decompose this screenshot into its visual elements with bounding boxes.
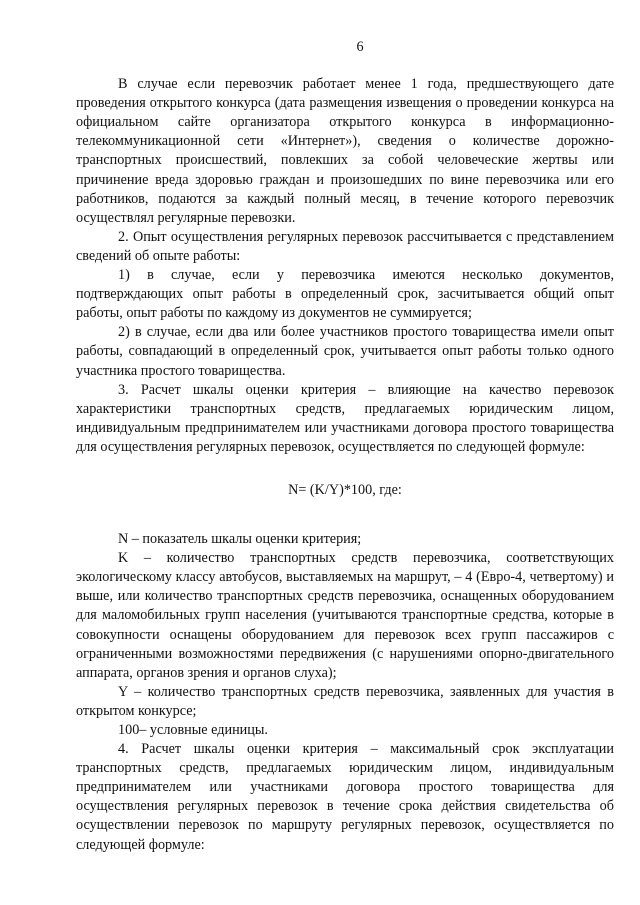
list-item: 2) в случае, если два или более участников простого товарищества имели опыт работы, совпадающий в определенный срок, учитывается опыт работы только одного участника простого товарищества. bbox=[76, 324, 614, 379]
page-number: 6 bbox=[356, 39, 364, 55]
definition: 100– условные единицы. bbox=[118, 722, 268, 738]
paragraph: В случае если перевозчик работает менее 1 года, предшествующего дате проведения открытого конкурса (дата размещения извещения о проведении конкурса на официальном сайте организатора открытого конкурса в информационно-телекоммуникационной сети «Интернет»), сведения о количестве дорожно-транспортных происшествий, повлекших за собой человеческие жертвы или причинение вреда здоровью граждан и произошедших по вине перевозчика или его работников, подаются за каждый полный месяц, в течение которого перевозчик осуществлял регулярные перевозки. bbox=[76, 76, 614, 226]
formula: N= (K/Y)*100, где: bbox=[288, 481, 402, 498]
definition: N – показатель шкалы оценки критерия; bbox=[118, 531, 362, 548]
definition: K – количество транспортных средств перевозчика, соответствующих экологическому классу автобусов, выставляемых на маршрут, – 4 (Евро-4, четвертому) и выше, или количество транспортных средств перевозчика, оснащенных оборудованием для маломобильных групп населения (учитываются транспортные средства, которые в совокупности оснащены оборудованием для перевозок всех групп пассажиров с ограниченными возможностями передвижения (с нарушениями опорно-двигательного аппарата, органов зрения и органов слуха); bbox=[76, 550, 614, 681]
paragraph: 3. Расчет шкалы оценки критерия – влияющие на качество перевозок характеристики транспортных средств, предлагаемых юридическим лицом, индивидуальным предпринимателем или участниками договора простого товарищества для осуществления регулярных перевозок, осуществляется по следующей формуле: bbox=[76, 381, 614, 455]
definition: Y – количество транспортных средств перевозчика, заявленных для участия в открытом конкурсе; bbox=[76, 683, 614, 719]
paragraph: 2. Опыт осуществления регулярных перевозок рассчитывается с представлением сведений об опыте работы: bbox=[76, 228, 614, 264]
paragraph: 4. Расчет шкалы оценки критерия – максимальный срок эксплуатации транспортных средств, предлагаемых юридическим лицом, индивидуальным предпринимателем или участниками договора простого товарищества для осуществления регулярных перевозок в течение срока действия свидетельства об осуществлении перевозок по маршруту регулярных перевозок, осуществляется по следующей формуле: bbox=[76, 741, 614, 853]
list-item: 1) в случае, если у перевозчика имеются несколько документов, подтверждающих опыт работы в определенный срок, засчитывается общий опыт работы, опыт работы по каждому из документов не суммируется; bbox=[76, 267, 614, 322]
